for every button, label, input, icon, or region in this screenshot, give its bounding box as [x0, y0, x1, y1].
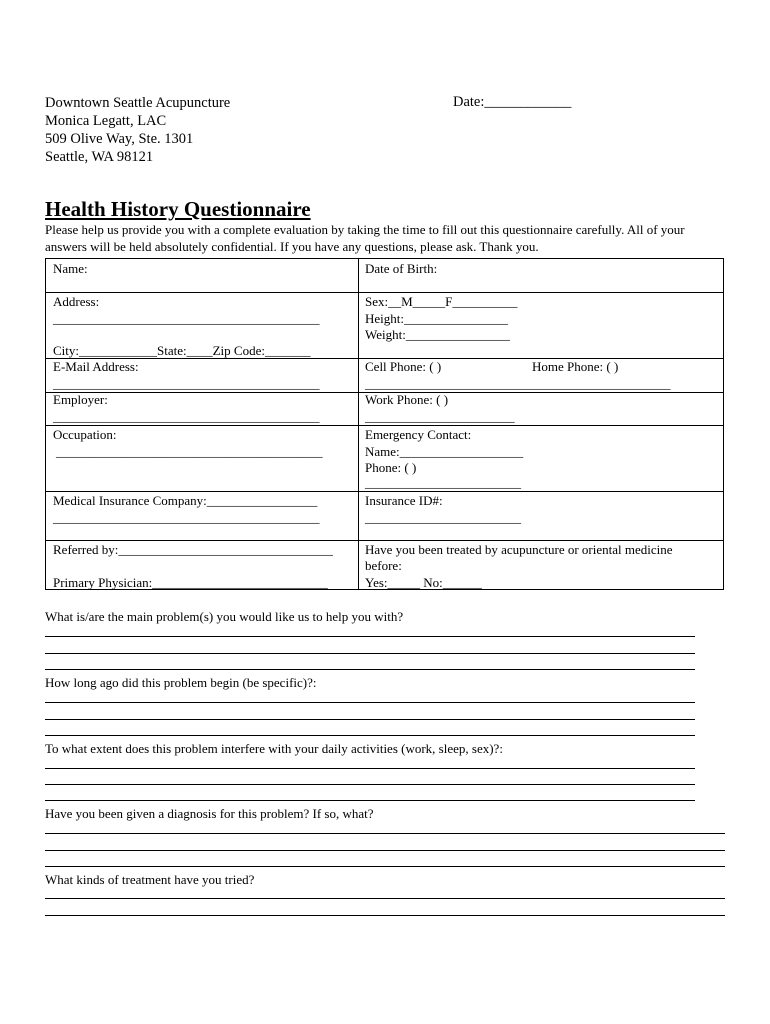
acupuncture-yes-no-field[interactable]: Yes:_____ No:______	[365, 575, 482, 590]
employer-field[interactable]: _________________________________________	[53, 409, 320, 424]
row-divider	[46, 292, 723, 293]
name-field[interactable]: Name:	[53, 261, 88, 276]
answer-line[interactable]	[45, 719, 695, 720]
occupation-label: Occupation:	[53, 427, 117, 442]
phone-line[interactable]: _______________________________________________	[365, 376, 671, 391]
emergency-name-field[interactable]: Name:___________________	[365, 444, 524, 459]
clinic-address-block	[45, 94, 230, 166]
address-label: Address:	[53, 294, 100, 309]
weight-field[interactable]: Weight:________________	[365, 327, 510, 342]
answer-line[interactable]	[45, 702, 695, 703]
emergency-phone-field[interactable]: Phone: ( )	[365, 460, 417, 475]
question-daily-impact: To what extent does this problem interfere with your daily activities (work, sleep, sex)?:	[45, 741, 503, 756]
date-of-birth-field[interactable]: Date of Birth:	[365, 261, 438, 276]
answer-line[interactable]	[45, 768, 695, 769]
intro-text: Please help us provide you with a complete evaluation by taking the time to fill out this questionnaire carefully. All of your answers will be held absolutely confidential. If you have any questions, please ask. Thank you.	[45, 222, 685, 254]
home-phone-field[interactable]: Home Phone: ( )	[532, 359, 619, 374]
address-field[interactable]: _________________________________________	[53, 311, 320, 326]
answer-line[interactable]	[45, 653, 695, 654]
city-state-zip: Seattle, WA 98121	[45, 149, 154, 165]
emergency-phone-line[interactable]: ________________________	[365, 475, 521, 490]
emergency-contact-label: Emergency Contact:	[365, 427, 472, 442]
answer-line[interactable]	[45, 898, 725, 899]
work-phone-field[interactable]: Work Phone: ( )	[365, 392, 449, 407]
question-main-problem: What is/are the main problem(s) you would like us to help you with?	[45, 609, 404, 624]
height-field[interactable]: Height:________________	[365, 311, 508, 326]
row-divider	[46, 540, 723, 541]
answer-line[interactable]	[45, 915, 725, 916]
occupation-field[interactable]: _________________________________________	[56, 444, 323, 459]
answer-line[interactable]	[45, 735, 695, 736]
insurance-company-field[interactable]: Medical Insurance Company:_________________	[53, 493, 318, 508]
answer-line[interactable]	[45, 669, 695, 670]
work-phone-line[interactable]: _______________________	[365, 409, 515, 424]
answer-line[interactable]	[45, 800, 695, 801]
answer-line[interactable]	[45, 784, 695, 785]
primary-physician-field[interactable]: Primary Physician:___________________________	[53, 575, 328, 590]
answer-line[interactable]	[45, 850, 725, 851]
cell-phone-field[interactable]: Cell Phone: ( )	[365, 359, 442, 374]
insurance-id-label: Insurance ID#:	[365, 493, 443, 508]
question-diagnosis: Have you been given a diagnosis for this problem? If so, what?	[45, 806, 374, 821]
employer-label: Employer:	[53, 392, 108, 407]
referred-by-field[interactable]: Referred by:_________________________________	[53, 542, 333, 557]
acupuncture-history-question: Have you been treated by acupuncture or oriental medicine	[365, 542, 673, 557]
answer-line[interactable]	[45, 636, 695, 637]
date-field[interactable]: Date:____________	[453, 94, 572, 110]
question-treatments-tried: What kinds of treatment have you tried?	[45, 872, 255, 887]
answer-line[interactable]	[45, 866, 725, 867]
street-address: 509 Olive Way, Ste. 1301	[45, 131, 194, 147]
insurance-id-field[interactable]: ________________________	[365, 510, 521, 525]
email-field[interactable]: _________________________________________	[53, 376, 320, 391]
city-state-zip-field[interactable]: City:____________State:____Zip Code:_______	[53, 343, 311, 358]
patient-info-table	[45, 258, 724, 590]
sex-field[interactable]: Sex:__M_____F__________	[365, 294, 518, 309]
page-title: Health History Questionnaire	[45, 197, 311, 221]
practitioner-name: Monica Legatt, LAC	[45, 113, 167, 129]
clinic-name: Downtown Seattle Acupuncture	[45, 95, 231, 111]
answer-line[interactable]	[45, 833, 725, 834]
acupuncture-history-question-cont: before:	[365, 558, 402, 573]
email-label: E-Mail Address:	[53, 359, 139, 374]
insurance-company-line[interactable]: _________________________________________	[53, 510, 320, 525]
question-problem-onset: How long ago did this problem begin (be specific)?:	[45, 675, 317, 690]
